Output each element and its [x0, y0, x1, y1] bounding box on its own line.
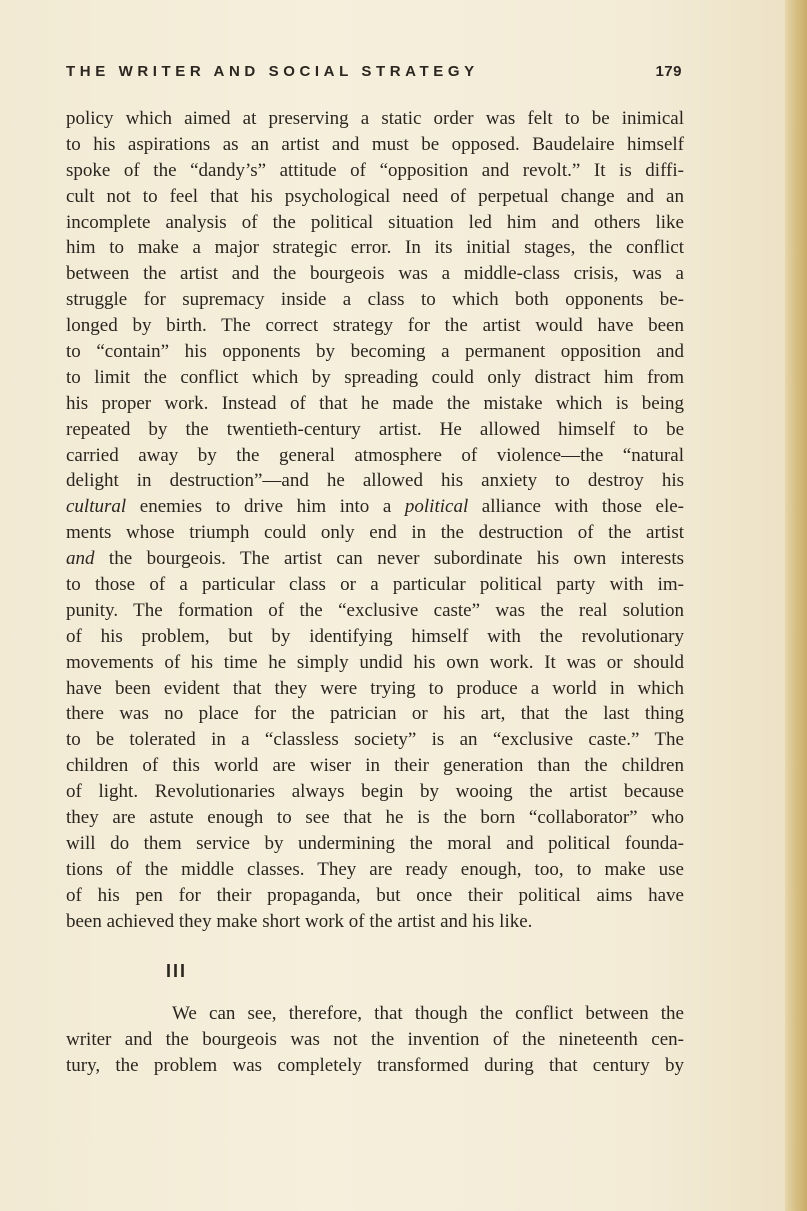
- text-line: to those of a particular class or a particular political party with im-: [66, 574, 684, 596]
- text-line-with-italics: [66, 494, 684, 520]
- text-line: struggle for supremacy inside a class to which both opponents be-: [66, 289, 684, 311]
- text-line: of light. Revolutionaries always begin by wooing the artist because: [66, 781, 684, 803]
- text-line: to “contain” his opponents by becoming a permanent opposition and: [66, 341, 684, 363]
- text-run: the bourgeois. The artist can never subordinate his own interests: [94, 548, 684, 570]
- text-line: incomplete analysis of the political situation led him and others like: [66, 211, 684, 233]
- text-line: longed by birth. The correct strategy for the artist would have been: [66, 315, 684, 337]
- running-head: [66, 63, 682, 87]
- text-line: they are astute enough to see that he is the born “collaborator” who: [66, 807, 684, 829]
- italic-word: cultural: [66, 496, 127, 518]
- text-line: been achieved they make short work of the artist and his like.: [66, 910, 533, 932]
- text-line: of his pen for their propaganda, but once their political aims have: [66, 884, 684, 906]
- page-edge: [785, 0, 807, 1211]
- text-line: children of this world are wiser in their generation than the children: [66, 755, 684, 777]
- text-line: have been evident that they were trying to produce a world in which: [66, 677, 684, 699]
- text-line: will do them service by undermining the moral and political founda-: [66, 832, 684, 854]
- text-run: enemies to drive him into a: [126, 496, 405, 518]
- text-run: alliance with those ele-: [468, 496, 684, 518]
- text-line: repeated by the twentieth-century artist. He allowed himself to be: [66, 418, 684, 440]
- text-line: tions of the middle classes. They are ready enough, too, to make use: [66, 858, 684, 880]
- text-line: writer and the bourgeois was not the invention of the nineteenth cen-: [66, 1028, 684, 1050]
- text-line: ments whose triumph could only end in the destruction of the artist: [66, 522, 684, 544]
- paragraph-1: [66, 106, 684, 935]
- paragraph-2: [66, 1001, 684, 1079]
- running-head-title: THE WRITER AND SOCIAL STRATEGY: [66, 63, 479, 80]
- text-line: spoke of the “dandy’s” attitude of “opposition and revolt.” It is diffi-: [66, 159, 684, 181]
- page-number: 179: [655, 63, 682, 80]
- section-heading: III: [166, 961, 188, 981]
- text-line: of his problem, but by identifying himself with the revolutionary: [66, 625, 684, 647]
- text-line: him to make a major strategic error. In its initial stages, the conflict: [66, 237, 684, 259]
- text-line: delight in destruction”—and he allowed his anxiety to destroy his: [66, 470, 684, 492]
- text-line: between the artist and the bourgeois was a middle-class crisis, was a: [66, 263, 684, 285]
- text-line: policy which aimed at preserving a static order was felt to be inimical: [66, 108, 684, 129]
- text-line: We can see, therefore, that though the conflict between the: [172, 1003, 684, 1024]
- text-line: his proper work. Instead of that he made the mistake which is being: [66, 392, 684, 414]
- text-line: carried away by the general atmosphere of violence—the “natural: [66, 444, 684, 466]
- text-line: punity. The formation of the “exclusive caste” was the real solution: [66, 599, 684, 621]
- text-line: to be tolerated in a “classless society” is an “exclusive caste.” The: [66, 729, 684, 751]
- text-line: to limit the conflict which by spreading could only distract him from: [66, 366, 684, 388]
- text-line-with-italics: [66, 546, 684, 572]
- text-line: movements of his time he simply undid his own work. It was or should: [66, 651, 684, 673]
- text-line: to his aspirations as an artist and must be opposed. Baudelaire himself: [66, 133, 684, 155]
- italic-word: and: [66, 548, 95, 570]
- text-line: tury, the problem was completely transformed during that century by: [66, 1054, 684, 1076]
- text-line: cult not to feel that his psychological need of perpetual change and an: [66, 185, 684, 207]
- text-line: there was no place for the patrician or his art, that the last thing: [66, 703, 684, 725]
- italic-word: political: [404, 496, 469, 518]
